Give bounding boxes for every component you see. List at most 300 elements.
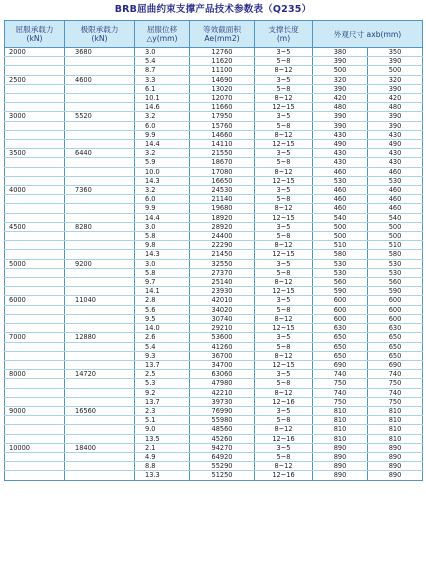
ultimate-capacity-cell xyxy=(65,379,135,388)
yield-displacement-cell: 10.1 xyxy=(135,94,190,103)
yield-capacity-cell xyxy=(5,195,65,204)
equivalent-area-cell: 55290 xyxy=(190,462,255,471)
table-row xyxy=(5,333,423,342)
dimension-a-cell: 380 xyxy=(313,48,368,57)
table-row xyxy=(5,314,423,323)
yield-displacement-cell: 6.1 xyxy=(135,84,190,93)
ultimate-capacity-cell xyxy=(65,84,135,93)
table-row xyxy=(5,370,423,379)
equivalent-area-cell: 48560 xyxy=(190,425,255,434)
brace-length-cell: 8~12 xyxy=(255,462,313,471)
yield-displacement-cell: 9.8 xyxy=(135,241,190,250)
equivalent-area-cell: 19680 xyxy=(190,204,255,213)
dimension-b-cell: 690 xyxy=(368,360,423,369)
dimension-a-cell: 650 xyxy=(313,351,368,360)
brace-length-cell: 12~15 xyxy=(255,140,313,149)
dimension-b-cell: 390 xyxy=(368,57,423,66)
yield-displacement-cell: 3.3 xyxy=(135,75,190,84)
brace-length-cell: 3~5 xyxy=(255,149,313,158)
yield-displacement-cell: 5.6 xyxy=(135,305,190,314)
brace-length-cell: 5~8 xyxy=(255,268,313,277)
yield-displacement-cell: 13.7 xyxy=(135,360,190,369)
ultimate-capacity-cell xyxy=(65,241,135,250)
table-header xyxy=(5,21,423,48)
dimension-a-cell: 530 xyxy=(313,176,368,185)
brace-length-cell: 3~5 xyxy=(255,296,313,305)
dimension-b-cell: 810 xyxy=(368,425,423,434)
brace-length-cell: 5~8 xyxy=(255,452,313,461)
yield-displacement-cell: 3.2 xyxy=(135,186,190,195)
equivalent-area-cell: 34700 xyxy=(190,360,255,369)
table-row xyxy=(5,351,423,360)
equivalent-area-cell: 17080 xyxy=(190,167,255,176)
yield-capacity-cell: 4000 xyxy=(5,186,65,195)
yield-capacity-cell: 8000 xyxy=(5,370,65,379)
yield-displacement-cell: 14.3 xyxy=(135,176,190,185)
yield-displacement-cell: 14.4 xyxy=(135,213,190,222)
table-row xyxy=(5,204,423,213)
yield-displacement-cell: 8.8 xyxy=(135,462,190,471)
dimension-a-cell: 540 xyxy=(313,213,368,222)
yield-displacement-cell: 9.9 xyxy=(135,130,190,139)
dimension-b-cell: 600 xyxy=(368,305,423,314)
dimension-a-cell: 390 xyxy=(313,121,368,130)
equivalent-area-cell: 13020 xyxy=(190,84,255,93)
equivalent-area-cell: 18920 xyxy=(190,213,255,222)
equivalent-area-cell: 47980 xyxy=(190,379,255,388)
yield-displacement-cell: 5.8 xyxy=(135,232,190,241)
yield-displacement-cell: 5.1 xyxy=(135,416,190,425)
spec-table xyxy=(4,20,423,481)
yield-displacement-cell: 6.0 xyxy=(135,195,190,204)
brace-length-cell: 8~12 xyxy=(255,167,313,176)
yield-capacity-cell xyxy=(5,250,65,259)
dimension-b-cell: 530 xyxy=(368,176,423,185)
brace-length-cell: 12~15 xyxy=(255,324,313,333)
dimension-a-cell: 430 xyxy=(313,158,368,167)
brace-length-cell: 12~16 xyxy=(255,434,313,443)
table-row xyxy=(5,452,423,461)
yield-capacity-cell: 6000 xyxy=(5,296,65,305)
equivalent-area-cell: 53600 xyxy=(190,333,255,342)
equivalent-area-cell: 24530 xyxy=(190,186,255,195)
yield-capacity-cell xyxy=(5,66,65,75)
header-ultimate-capacity: 极限承载力 (kN) xyxy=(65,21,135,48)
yield-capacity-cell xyxy=(5,268,65,277)
yield-displacement-cell: 2.1 xyxy=(135,443,190,452)
dimension-a-cell: 530 xyxy=(313,259,368,268)
dimension-b-cell: 350 xyxy=(368,48,423,57)
equivalent-area-cell: 18670 xyxy=(190,158,255,167)
dimension-b-cell: 500 xyxy=(368,222,423,231)
table-row xyxy=(5,397,423,406)
yield-displacement-cell: 5.4 xyxy=(135,57,190,66)
dimension-b-cell: 500 xyxy=(368,66,423,75)
ultimate-capacity-cell xyxy=(65,471,135,480)
ultimate-capacity-cell xyxy=(65,140,135,149)
yield-capacity-cell xyxy=(5,314,65,323)
yield-capacity-cell: 10000 xyxy=(5,443,65,452)
brace-length-cell: 5~8 xyxy=(255,342,313,351)
dimension-b-cell: 590 xyxy=(368,287,423,296)
ultimate-capacity-cell xyxy=(65,388,135,397)
ultimate-capacity-cell xyxy=(65,462,135,471)
table-row xyxy=(5,232,423,241)
brace-length-cell: 8~12 xyxy=(255,351,313,360)
yield-displacement-cell: 6.0 xyxy=(135,121,190,130)
table-row xyxy=(5,103,423,112)
ultimate-capacity-cell xyxy=(65,94,135,103)
yield-capacity-cell: 7000 xyxy=(5,333,65,342)
brace-length-cell: 3~5 xyxy=(255,48,313,57)
dimension-b-cell: 810 xyxy=(368,434,423,443)
table-row xyxy=(5,360,423,369)
table-row xyxy=(5,324,423,333)
equivalent-area-cell: 22290 xyxy=(190,241,255,250)
dimension-a-cell: 630 xyxy=(313,324,368,333)
brace-length-cell: 8~12 xyxy=(255,278,313,287)
yield-displacement-cell: 5.8 xyxy=(135,268,190,277)
ultimate-capacity-cell: 12880 xyxy=(65,333,135,342)
yield-capacity-cell xyxy=(5,241,65,250)
dimension-b-cell: 810 xyxy=(368,416,423,425)
dimension-a-cell: 810 xyxy=(313,406,368,415)
brace-length-cell: 5~8 xyxy=(255,416,313,425)
equivalent-area-cell: 51250 xyxy=(190,471,255,480)
dimension-a-cell: 390 xyxy=(313,57,368,66)
brace-length-cell: 5~8 xyxy=(255,57,313,66)
yield-capacity-cell xyxy=(5,388,65,397)
ultimate-capacity-cell xyxy=(65,213,135,222)
document-title: BRB屈曲约束支撑产品技术参数表（Q235） xyxy=(114,4,312,15)
dimension-a-cell: 750 xyxy=(313,397,368,406)
equivalent-area-cell: 64920 xyxy=(190,452,255,461)
yield-capacity-cell xyxy=(5,232,65,241)
ultimate-capacity-cell xyxy=(65,103,135,112)
yield-displacement-cell: 5.9 xyxy=(135,158,190,167)
brace-length-cell: 5~8 xyxy=(255,379,313,388)
dimension-b-cell: 390 xyxy=(368,84,423,93)
dimension-b-cell: 430 xyxy=(368,149,423,158)
ultimate-capacity-cell xyxy=(65,158,135,167)
table-row xyxy=(5,167,423,176)
table-row xyxy=(5,296,423,305)
yield-capacity-cell xyxy=(5,287,65,296)
dimension-b-cell: 390 xyxy=(368,121,423,130)
brace-length-cell: 8~12 xyxy=(255,388,313,397)
dimension-a-cell: 600 xyxy=(313,305,368,314)
dimension-a-cell: 460 xyxy=(313,167,368,176)
dimension-b-cell: 630 xyxy=(368,324,423,333)
brace-length-cell: 3~5 xyxy=(255,112,313,121)
ultimate-capacity-cell xyxy=(65,434,135,443)
equivalent-area-cell: 11660 xyxy=(190,103,255,112)
brace-length-cell: 8~12 xyxy=(255,241,313,250)
equivalent-area-cell: 14110 xyxy=(190,140,255,149)
yield-displacement-cell: 8.7 xyxy=(135,66,190,75)
table-row xyxy=(5,213,423,222)
ultimate-capacity-cell: 5520 xyxy=(65,112,135,121)
yield-displacement-cell: 3.0 xyxy=(135,48,190,57)
equivalent-area-cell: 42210 xyxy=(190,388,255,397)
dimension-b-cell: 320 xyxy=(368,75,423,84)
dimension-b-cell: 890 xyxy=(368,462,423,471)
yield-displacement-cell: 9.3 xyxy=(135,351,190,360)
dimension-a-cell: 460 xyxy=(313,195,368,204)
equivalent-area-cell: 76990 xyxy=(190,406,255,415)
brace-length-cell: 5~8 xyxy=(255,195,313,204)
dimension-b-cell: 650 xyxy=(368,333,423,342)
table-row xyxy=(5,287,423,296)
brace-length-cell: 3~5 xyxy=(255,222,313,231)
equivalent-area-cell: 21550 xyxy=(190,149,255,158)
dimension-a-cell: 750 xyxy=(313,379,368,388)
brace-length-cell: 5~8 xyxy=(255,232,313,241)
table-row xyxy=(5,443,423,452)
dimension-a-cell: 690 xyxy=(313,360,368,369)
brace-length-cell: 8~12 xyxy=(255,314,313,323)
brace-length-cell: 12~16 xyxy=(255,471,313,480)
dimension-b-cell: 430 xyxy=(368,130,423,139)
equivalent-area-cell: 21450 xyxy=(190,250,255,259)
equivalent-area-cell: 55980 xyxy=(190,416,255,425)
ultimate-capacity-cell xyxy=(65,360,135,369)
ultimate-capacity-cell xyxy=(65,351,135,360)
dimension-a-cell: 460 xyxy=(313,186,368,195)
dimension-a-cell: 480 xyxy=(313,103,368,112)
equivalent-area-cell: 39730 xyxy=(190,397,255,406)
equivalent-area-cell: 12760 xyxy=(190,48,255,57)
yield-displacement-cell: 5.4 xyxy=(135,342,190,351)
dimension-b-cell: 890 xyxy=(368,471,423,480)
dimension-b-cell: 460 xyxy=(368,195,423,204)
brace-length-cell: 8~12 xyxy=(255,66,313,75)
brace-length-cell: 5~8 xyxy=(255,305,313,314)
equivalent-area-cell: 15760 xyxy=(190,121,255,130)
equivalent-area-cell: 23930 xyxy=(190,287,255,296)
yield-capacity-cell xyxy=(5,452,65,461)
equivalent-area-cell: 17950 xyxy=(190,112,255,121)
yield-displacement-cell: 13.7 xyxy=(135,397,190,406)
brace-length-cell: 5~8 xyxy=(255,121,313,130)
dimension-b-cell: 890 xyxy=(368,452,423,461)
ultimate-capacity-cell: 18400 xyxy=(65,443,135,452)
equivalent-area-cell: 14690 xyxy=(190,75,255,84)
yield-capacity-cell xyxy=(5,204,65,213)
header-yield-displacement: 屈服位移 △y(mm) xyxy=(135,21,190,48)
table-row xyxy=(5,406,423,415)
yield-displacement-cell: 3.0 xyxy=(135,259,190,268)
ultimate-capacity-cell: 11040 xyxy=(65,296,135,305)
yield-capacity-cell: 5000 xyxy=(5,259,65,268)
table-row xyxy=(5,222,423,231)
ultimate-capacity-cell xyxy=(65,57,135,66)
header-brace-length: 支撑长度 (m) xyxy=(255,21,313,48)
yield-capacity-cell xyxy=(5,176,65,185)
header-yield-capacity: 屈服承载力 (kN) xyxy=(5,21,65,48)
ultimate-capacity-cell xyxy=(65,287,135,296)
dimension-a-cell: 390 xyxy=(313,112,368,121)
brace-length-cell: 12~15 xyxy=(255,213,313,222)
brace-length-cell: 12~15 xyxy=(255,103,313,112)
dimension-b-cell: 810 xyxy=(368,406,423,415)
table-row xyxy=(5,388,423,397)
dimension-a-cell: 890 xyxy=(313,443,368,452)
dimension-b-cell: 480 xyxy=(368,103,423,112)
ultimate-capacity-cell xyxy=(65,204,135,213)
dimension-a-cell: 420 xyxy=(313,94,368,103)
brace-length-cell: 5~8 xyxy=(255,158,313,167)
ultimate-capacity-cell: 7360 xyxy=(65,186,135,195)
dimension-b-cell: 530 xyxy=(368,259,423,268)
dimension-a-cell: 810 xyxy=(313,425,368,434)
yield-displacement-cell: 3.2 xyxy=(135,112,190,121)
dimension-b-cell: 510 xyxy=(368,241,423,250)
table-row xyxy=(5,305,423,314)
equivalent-area-cell: 29210 xyxy=(190,324,255,333)
ultimate-capacity-cell xyxy=(65,324,135,333)
brace-length-cell: 8~12 xyxy=(255,94,313,103)
ultimate-capacity-cell xyxy=(65,167,135,176)
brace-length-cell: 3~5 xyxy=(255,75,313,84)
yield-capacity-cell xyxy=(5,471,65,480)
brace-length-cell: 12~15 xyxy=(255,250,313,259)
yield-capacity-cell xyxy=(5,305,65,314)
dimension-b-cell: 650 xyxy=(368,351,423,360)
dimension-b-cell: 600 xyxy=(368,314,423,323)
ultimate-capacity-cell: 9200 xyxy=(65,259,135,268)
yield-capacity-cell xyxy=(5,278,65,287)
table-row xyxy=(5,379,423,388)
yield-capacity-cell xyxy=(5,167,65,176)
ultimate-capacity-cell xyxy=(65,278,135,287)
yield-capacity-cell xyxy=(5,57,65,66)
dimension-b-cell: 460 xyxy=(368,186,423,195)
brace-length-cell: 8~12 xyxy=(255,204,313,213)
table-row xyxy=(5,278,423,287)
ultimate-capacity-cell xyxy=(65,250,135,259)
brace-length-cell: 3~5 xyxy=(255,370,313,379)
yield-capacity-cell: 2500 xyxy=(5,75,65,84)
table-body xyxy=(5,48,423,481)
dimension-a-cell: 580 xyxy=(313,250,368,259)
dimension-b-cell: 740 xyxy=(368,370,423,379)
table-row xyxy=(5,195,423,204)
dimension-a-cell: 390 xyxy=(313,84,368,93)
equivalent-area-cell: 14660 xyxy=(190,130,255,139)
dimension-b-cell: 650 xyxy=(368,342,423,351)
yield-capacity-cell xyxy=(5,94,65,103)
table-row xyxy=(5,241,423,250)
brace-length-cell: 12~16 xyxy=(255,397,313,406)
yield-capacity-cell: 9000 xyxy=(5,406,65,415)
yield-capacity-cell: 2000 xyxy=(5,48,65,57)
yield-capacity-cell xyxy=(5,213,65,222)
yield-displacement-cell: 14.6 xyxy=(135,103,190,112)
yield-capacity-cell: 3500 xyxy=(5,149,65,158)
yield-capacity-cell xyxy=(5,360,65,369)
table-row xyxy=(5,140,423,149)
equivalent-area-cell: 30740 xyxy=(190,314,255,323)
brace-length-cell: 12~15 xyxy=(255,360,313,369)
table-row xyxy=(5,471,423,480)
equivalent-area-cell: 12070 xyxy=(190,94,255,103)
brace-length-cell: 3~5 xyxy=(255,333,313,342)
yield-displacement-cell: 2.5 xyxy=(135,370,190,379)
dimension-b-cell: 460 xyxy=(368,167,423,176)
dimension-b-cell: 430 xyxy=(368,158,423,167)
ultimate-capacity-cell: 8280 xyxy=(65,222,135,231)
table-row xyxy=(5,259,423,268)
ultimate-capacity-cell xyxy=(65,425,135,434)
brace-length-cell: 5~8 xyxy=(255,84,313,93)
equivalent-area-cell: 45260 xyxy=(190,434,255,443)
table-row xyxy=(5,149,423,158)
dimension-a-cell: 590 xyxy=(313,287,368,296)
table-row xyxy=(5,250,423,259)
dimension-a-cell: 500 xyxy=(313,232,368,241)
yield-displacement-cell: 14.3 xyxy=(135,250,190,259)
yield-capacity-cell xyxy=(5,103,65,112)
dimension-b-cell: 530 xyxy=(368,268,423,277)
yield-capacity-cell xyxy=(5,351,65,360)
yield-displacement-cell: 14.0 xyxy=(135,324,190,333)
table-row xyxy=(5,186,423,195)
ultimate-capacity-cell: 14720 xyxy=(65,370,135,379)
dimension-a-cell: 890 xyxy=(313,471,368,480)
dimension-a-cell: 600 xyxy=(313,314,368,323)
ultimate-capacity-cell: 3680 xyxy=(65,48,135,57)
equivalent-area-cell: 36700 xyxy=(190,351,255,360)
dimension-a-cell: 600 xyxy=(313,296,368,305)
table-row xyxy=(5,112,423,121)
dimension-a-cell: 430 xyxy=(313,149,368,158)
yield-capacity-cell xyxy=(5,379,65,388)
brace-length-cell: 12~15 xyxy=(255,176,313,185)
dimension-a-cell: 810 xyxy=(313,434,368,443)
table-row xyxy=(5,57,423,66)
dimension-b-cell: 540 xyxy=(368,213,423,222)
yield-capacity-cell xyxy=(5,130,65,139)
dimension-b-cell: 460 xyxy=(368,204,423,213)
brace-length-cell: 8~12 xyxy=(255,130,313,139)
ultimate-capacity-cell: 6440 xyxy=(65,149,135,158)
equivalent-area-cell: 16650 xyxy=(190,176,255,185)
table-row xyxy=(5,434,423,443)
table-row xyxy=(5,75,423,84)
ultimate-capacity-cell xyxy=(65,305,135,314)
yield-displacement-cell: 9.9 xyxy=(135,204,190,213)
dimension-b-cell: 580 xyxy=(368,250,423,259)
dimension-a-cell: 500 xyxy=(313,222,368,231)
dimension-a-cell: 890 xyxy=(313,452,368,461)
dimension-b-cell: 750 xyxy=(368,397,423,406)
header-equivalent-area: 等效截面积 Ae(mm2) xyxy=(190,21,255,48)
equivalent-area-cell: 42010 xyxy=(190,296,255,305)
dimension-b-cell: 420 xyxy=(368,94,423,103)
yield-displacement-cell: 9.5 xyxy=(135,314,190,323)
table-row xyxy=(5,84,423,93)
ultimate-capacity-cell: 16560 xyxy=(65,406,135,415)
dimension-a-cell: 530 xyxy=(313,268,368,277)
equivalent-area-cell: 32550 xyxy=(190,259,255,268)
table-row xyxy=(5,130,423,139)
dimension-a-cell: 650 xyxy=(313,342,368,351)
yield-capacity-cell: 3000 xyxy=(5,112,65,121)
ultimate-capacity-cell xyxy=(65,66,135,75)
yield-displacement-cell: 2.8 xyxy=(135,296,190,305)
brace-length-cell: 8~12 xyxy=(255,425,313,434)
